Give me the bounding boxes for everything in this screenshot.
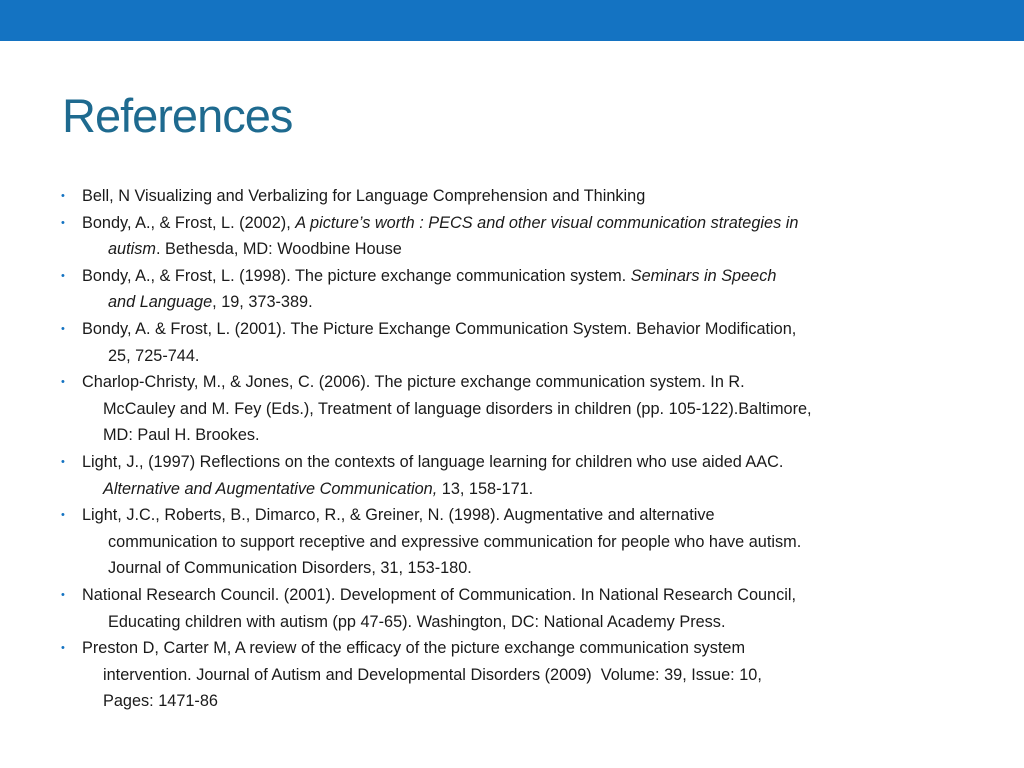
bullet-icon: • — [61, 509, 65, 522]
reference-line — [82, 449, 783, 476]
reference-item — [58, 183, 958, 210]
slide-title: References — [62, 89, 293, 142]
citation-text: Light, J., (1997) Reflections on the contexts of language learning for children who use aided AAC. — [82, 452, 784, 471]
reference-text — [82, 183, 645, 210]
italic-title-text: Alternative and Augmentative Communication, — [103, 479, 438, 498]
reference-item — [58, 635, 958, 715]
bullet-icon: • — [61, 642, 65, 655]
reference-line — [82, 422, 812, 449]
citation-text: Charlop-Christy, M., & Jones, C. (2006). The picture exchange communication system. In R. — [82, 373, 745, 392]
reference-item — [58, 502, 958, 582]
reference-text — [82, 449, 783, 502]
reference-line — [82, 635, 762, 662]
reference-item — [58, 263, 958, 316]
italic-title-text: and Language — [108, 293, 213, 312]
reference-line — [82, 316, 796, 343]
reference-line — [82, 396, 812, 423]
reference-text — [82, 582, 796, 635]
reference-text — [82, 263, 776, 316]
citation-text: Bondy, A. & Frost, L. (2001). The Picture Exchange Communication System. Behavior Modification, — [82, 319, 797, 338]
italic-title-text: Seminars in Speech — [630, 266, 777, 285]
reference-item — [58, 210, 958, 263]
citation-text: Educating children with autism (pp 47-65). Washington, DC: National Academy Press. — [108, 612, 726, 631]
reference-item — [58, 369, 958, 449]
reference-text — [82, 635, 762, 715]
reference-line — [82, 555, 801, 582]
reference-line — [82, 688, 762, 715]
citation-text: Journal of Communication Disorders, 31, 153-180. — [108, 559, 472, 578]
bullet-icon: • — [61, 588, 65, 601]
reference-line — [82, 476, 783, 503]
citation-text: communication to support receptive and expressive communication for people who have autism. — [108, 532, 802, 551]
citation-text: 13, 158-171. — [437, 479, 534, 498]
citation-text: intervention. Journal of Autism and Developmental Disorders (2009) Volume: 39, Issue: 10, — [103, 665, 762, 684]
citation-text: , 19, 373-389. — [212, 293, 313, 312]
reference-text — [82, 369, 812, 449]
bullet-icon: • — [61, 216, 65, 229]
reference-line — [82, 502, 801, 529]
reference-line — [82, 210, 798, 237]
citation-text: Light, J.C., Roberts, B., Dimarco, R., & Greiner, N. (1998). Augmentative and alternative — [82, 506, 715, 525]
citation-text: McCauley and M. Fey (Eds.), Treatment of language disorders in children (pp. 105-122).Baltimore, — [103, 399, 812, 418]
reference-text — [82, 210, 798, 263]
citation-text: National Research Council. (2001). Development of Communication. In National Research Council, — [82, 585, 797, 604]
reference-line — [82, 183, 645, 210]
reference-line — [82, 582, 796, 609]
bullet-icon: • — [61, 455, 65, 468]
reference-line — [82, 236, 798, 263]
reference-line — [82, 609, 796, 636]
bullet-icon: • — [61, 376, 65, 389]
reference-line — [82, 369, 812, 396]
citation-text: . Bethesda, MD: Woodbine House — [155, 240, 402, 259]
bullet-icon: • — [61, 322, 65, 335]
reference-text — [82, 502, 801, 582]
citation-text: Bondy, A., & Frost, L. (2002), — [82, 213, 296, 232]
citation-text: Preston D, Carter M, A review of the efficacy of the picture exchange communication system — [82, 639, 746, 658]
citation-text: 25, 725-744. — [108, 346, 200, 365]
reference-line — [82, 529, 801, 556]
reference-item — [58, 449, 958, 502]
citation-text: Pages: 1471-86 — [103, 692, 218, 711]
reference-line — [82, 662, 762, 689]
reference-line — [82, 343, 796, 370]
references-list — [58, 183, 958, 715]
reference-item — [58, 582, 958, 635]
reference-text — [82, 316, 796, 369]
bullet-icon: • — [61, 190, 65, 202]
bullet-icon: • — [61, 269, 65, 282]
reference-item — [58, 316, 958, 369]
citation-text: Bondy, A., & Frost, L. (1998). The picture exchange communication system. — [82, 266, 631, 285]
top-accent-bar — [0, 0, 1024, 41]
citation-text: Bell, N Visualizing and Verbalizing for Language Comprehension and Thinking — [82, 187, 646, 205]
citation-text: MD: Paul H. Brookes. — [103, 426, 260, 445]
italic-title-text: A picture’s worth : PECS and other visual communication strategies in — [295, 213, 799, 232]
reference-line — [82, 263, 776, 290]
reference-line — [82, 289, 776, 316]
italic-title-text: autism — [108, 240, 156, 259]
